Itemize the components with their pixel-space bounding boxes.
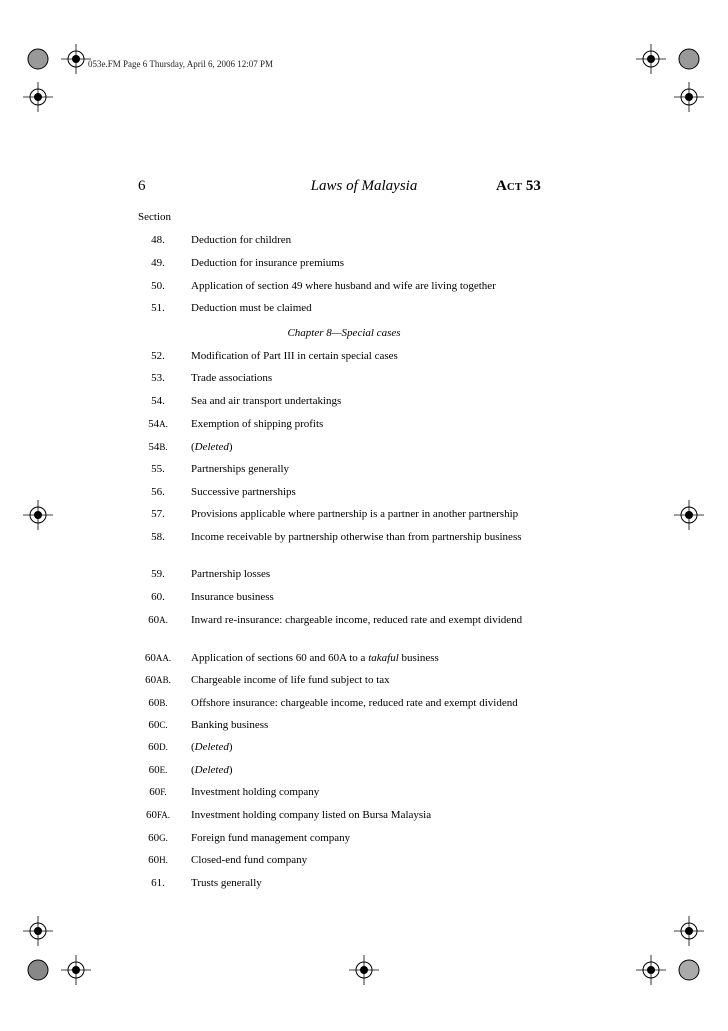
registration-mark-icon [23, 500, 53, 530]
section-number: 48. [151, 234, 165, 246]
section-title: Income receivable by partnership otherwise than from partnership business [191, 531, 522, 543]
section-title: (Deleted) [191, 441, 233, 453]
page-title: Laws of Malaysia [310, 178, 418, 194]
section-number: 60E. [148, 764, 168, 776]
section-number: 60FA. [145, 809, 171, 821]
section-title: Exemption of shipping profits [191, 418, 324, 430]
section-number: 60B. [148, 697, 168, 709]
section-title: Sea and air transport undertakings [191, 395, 342, 407]
section-title: Successive partnerships [191, 486, 296, 498]
section-number: 50. [151, 280, 165, 292]
registration-mark-icon [349, 955, 379, 985]
section-number: 53. [151, 372, 165, 384]
section-number: 57. [151, 508, 165, 520]
section-number: 55. [151, 463, 165, 475]
section-number: 54. [151, 395, 165, 407]
section-number: 59. [151, 568, 165, 580]
section-number: 60AA. [144, 652, 172, 664]
section-number: 60AB. [145, 674, 171, 686]
section-number: 60. [151, 591, 165, 603]
section-number: 52. [151, 350, 165, 362]
chapter-heading: Chapter 8—Special cases [287, 327, 401, 339]
section-title: (Deleted) [191, 741, 233, 753]
gray-circle-icon [24, 45, 52, 73]
section-number: 60H. [148, 854, 168, 866]
section-number: 60D. [148, 741, 168, 753]
section-title: (Deleted) [191, 764, 233, 776]
section-number: 51. [151, 302, 165, 314]
section-title: Offshore insurance: chargeable income, reduced rate and exempt dividend [191, 697, 518, 709]
section-number: 49. [151, 257, 165, 269]
registration-mark-icon [23, 916, 53, 946]
registration-mark-icon [61, 955, 91, 985]
gray-circle-icon [24, 956, 52, 984]
section-number: 58. [151, 531, 165, 543]
act-smallcaps: CT [506, 181, 523, 193]
section-title: Investment holding company [191, 786, 320, 798]
section-title: Partnerships generally [191, 463, 290, 475]
section-title: Application of section 49 where husband and wife are living together [191, 280, 496, 292]
section-title: Provisions applicable where partnership is a partner in another partnership [191, 508, 519, 520]
section-title: Deduction for children [191, 234, 292, 246]
section-title: Closed-end fund company [191, 854, 308, 866]
section-title: Chargeable income of life fund subject to tax [191, 674, 390, 686]
registration-mark-icon [636, 44, 666, 74]
section-number: 56. [151, 486, 165, 498]
act-number: 53 [525, 178, 541, 194]
registration-mark-icon [61, 44, 91, 74]
section-title: Application of sections 60 and 60A to a takaful business [191, 652, 439, 664]
section-title: Banking business [191, 719, 269, 731]
section-title: Investment holding company listed on Bursa Malaysia [191, 809, 432, 821]
gray-circle-icon [675, 956, 703, 984]
section-title: Deduction must be claimed [191, 302, 312, 314]
registration-mark-icon [636, 955, 666, 985]
section-number: 60C. [148, 719, 168, 731]
registration-mark-icon [23, 82, 53, 112]
registration-mark-icon [674, 916, 704, 946]
section-title: Partnership losses [191, 568, 271, 580]
section-number: 60F. [149, 786, 167, 798]
section-number: 60G. [148, 832, 168, 844]
section-number: 54B. [148, 441, 168, 453]
registration-mark-icon [674, 500, 704, 530]
section-title: Trade associations [191, 372, 273, 384]
section-title: Deduction for insurance premiums [191, 257, 345, 269]
section-label: Section [138, 211, 171, 223]
section-number: 54A. [148, 418, 168, 430]
section-title: Insurance business [191, 591, 274, 603]
section-title: Modification of Part III in certain special cases [191, 350, 398, 362]
section-title: Inward re-insurance: chargeable income, reduced rate and exempt dividend [191, 614, 523, 626]
section-title: Foreign fund management company [191, 832, 351, 844]
gray-circle-icon [675, 45, 703, 73]
act-label [496, 178, 541, 195]
section-number: 60A. [148, 614, 168, 626]
registration-mark-icon [674, 82, 704, 112]
act-prefix: A [496, 178, 507, 194]
print-slug: 053e.FM Page 6 Thursday, April 6, 2006 12:07 PM [88, 59, 274, 69]
section-number: 61. [151, 877, 165, 889]
page-number: 6 [138, 178, 146, 194]
section-title: Trusts generally [191, 877, 262, 889]
